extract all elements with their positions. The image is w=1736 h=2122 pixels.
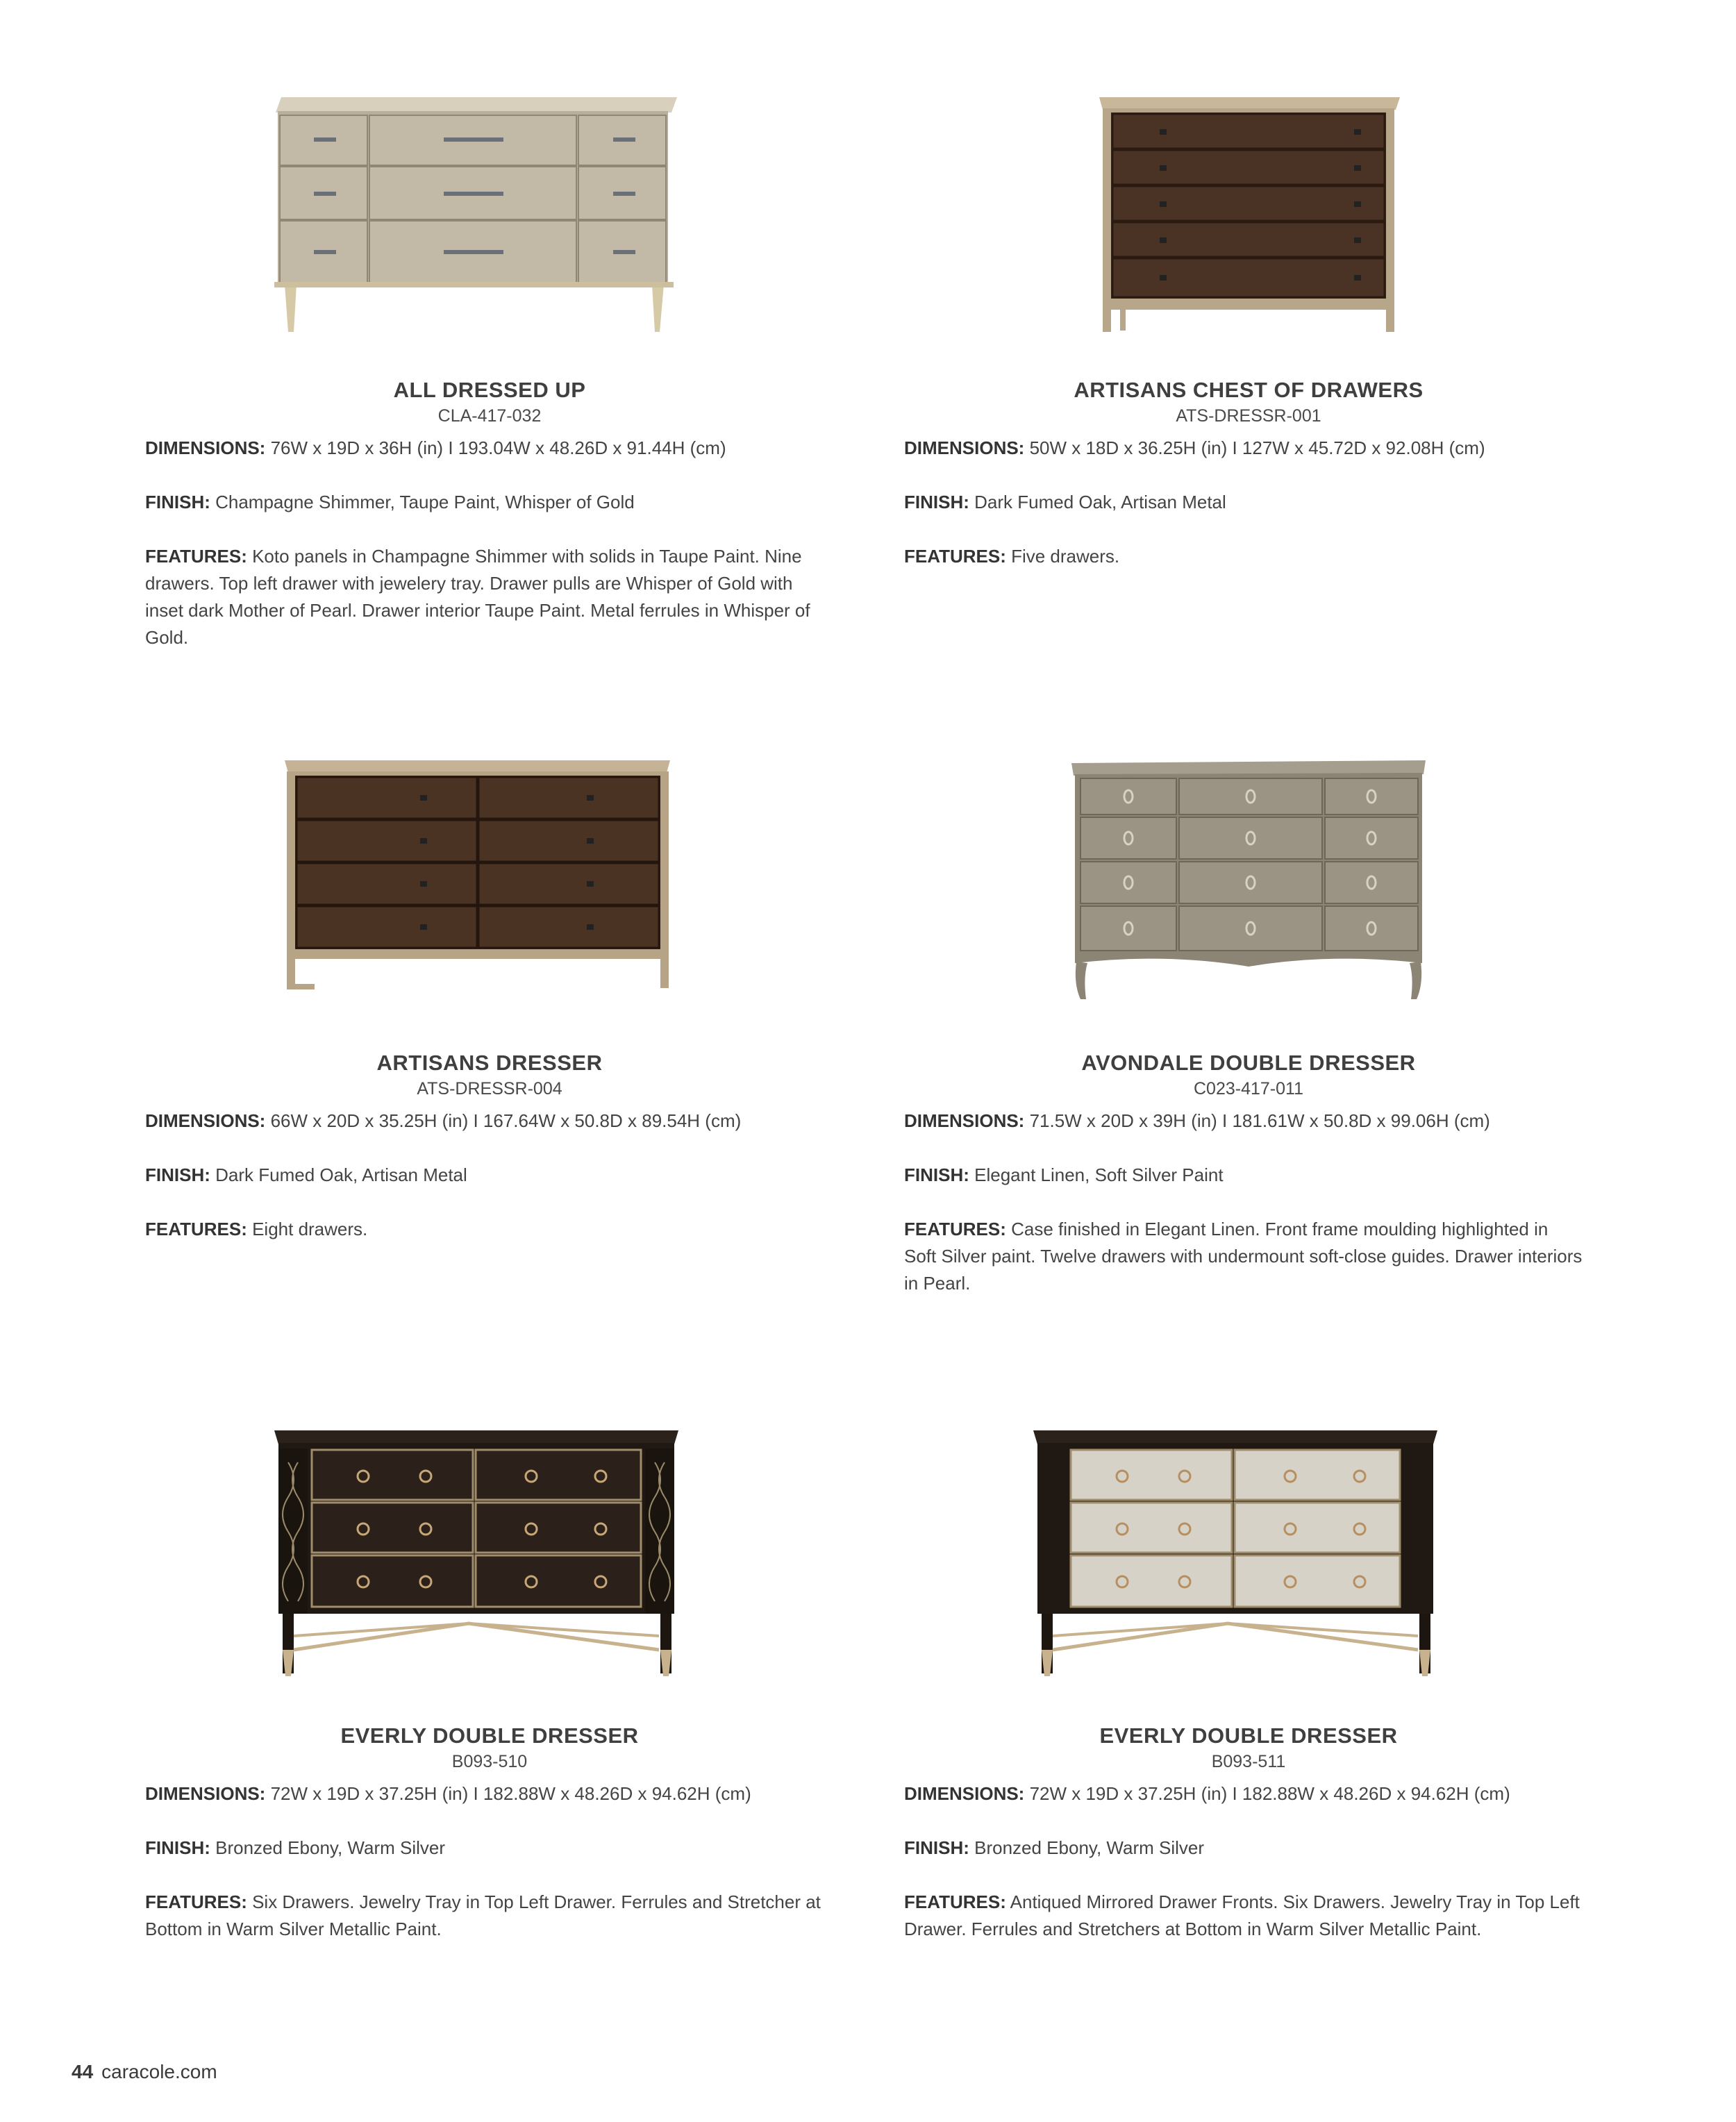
product-features: FEATURES: Antiqued Mirrored Drawer Fronts. Six Drawers. Jewelry Tray in Top Left Drawer. Ferrules and Stretchers at Bottom in Warm Silver Metallic Paint. — [904, 1891, 1580, 1939]
product-finish: FINISH: Champagne Shimmer, Taupe Paint, Whisper of Gold — [145, 492, 635, 512]
product-dimensions: DIMENSIONS: 72W x 19D x 37.25H (in) I 182.88W x 48.26D x 94.62H (cm) — [145, 1783, 751, 1804]
oak-dresser-image — [142, 755, 837, 1019]
product-sku: C023-417-011 — [1194, 1079, 1303, 1098]
product-features: FEATURES: Case finished in Elegant Linen. Front frame moulding highlighted in Soft Silver paint. Twelve drawers with undermount soft-close guides. Drawer interiors in Pearl. — [904, 1219, 1583, 1294]
product-sku: B093-510 — [451, 1752, 528, 1771]
product-features: FEATURES: Five drawers. — [904, 546, 1120, 567]
oak-chest-image — [901, 82, 1596, 346]
product-title: EVERLY DOUBLE DRESSER — [340, 1723, 639, 1748]
page-number: 44 — [72, 2061, 94, 2082]
product-features: FEATURES: Six Drawers. Jewelry Tray in Top Left Drawer. Ferrules and Stretcher at Bottom in Warm Silver Metallic Paint. — [145, 1891, 821, 1939]
product-sku: B093-511 — [1211, 1752, 1286, 1771]
product-title: ALL DRESSED UP — [393, 378, 586, 402]
product-sku: ATS-DRESSR-001 — [1176, 406, 1321, 426]
mirrored-dresser-image — [901, 1428, 1596, 1691]
product-title: AVONDALE DOUBLE DRESSER — [1081, 1051, 1416, 1075]
champagne-dresser-image — [142, 82, 837, 346]
product-dimensions: DIMENSIONS: 50W x 18D x 36.25H (in) I 127W x 45.72D x 92.08H (cm) — [904, 437, 1485, 458]
page-footer — [72, 2061, 217, 2083]
product-finish: FINISH: Dark Fumed Oak, Artisan Metal — [145, 1164, 467, 1185]
product-features: FEATURES: Eight drawers. — [145, 1219, 368, 1239]
linen-dresser-image — [901, 755, 1596, 1019]
product-dimensions: DIMENSIONS: 71.5W x 20D x 39H (in) I 181.61W x 50.8D x 99.06H (cm) — [904, 1110, 1490, 1131]
product-finish: FINISH: Bronzed Ebony, Warm Silver — [145, 1837, 446, 1858]
website-link[interactable]: caracole.com — [101, 2061, 217, 2082]
product-sku: ATS-DRESSR-004 — [417, 1079, 562, 1098]
product-dimensions: DIMENSIONS: 72W x 19D x 37.25H (in) I 182.88W x 48.26D x 94.62H (cm) — [904, 1783, 1510, 1804]
product-features: FEATURES: Koto panels in Champagne Shimmer with solids in Taupe Paint. Nine drawers. Top left drawer with jewelery tray. Drawer pulls are Whisper of Gold with inset dark Mother of Pearl. Drawer interior Taupe Paint. Metal ferrules in Whisper of Gold. — [145, 546, 810, 648]
product-finish: FINISH: Bronzed Ebony, Warm Silver — [904, 1837, 1205, 1858]
product-title: ARTISANS DRESSER — [376, 1051, 603, 1075]
product-dimensions: DIMENSIONS: 76W x 19D x 36H (in) I 193.04W x 48.26D x 91.44H (cm) — [145, 437, 726, 458]
product-dimensions: DIMENSIONS: 66W x 20D x 35.25H (in) I 167.64W x 50.8D x 89.54H (cm) — [145, 1110, 742, 1131]
product-sku: CLA-417-032 — [437, 406, 542, 426]
product-finish: FINISH: Elegant Linen, Soft Silver Paint — [904, 1164, 1224, 1185]
product-title: ARTISANS CHEST OF DRAWERS — [1074, 378, 1424, 402]
product-title: EVERLY DOUBLE DRESSER — [1099, 1723, 1398, 1748]
ebony-dresser-image — [142, 1428, 837, 1691]
product-finish: FINISH: Dark Fumed Oak, Artisan Metal — [904, 492, 1226, 512]
